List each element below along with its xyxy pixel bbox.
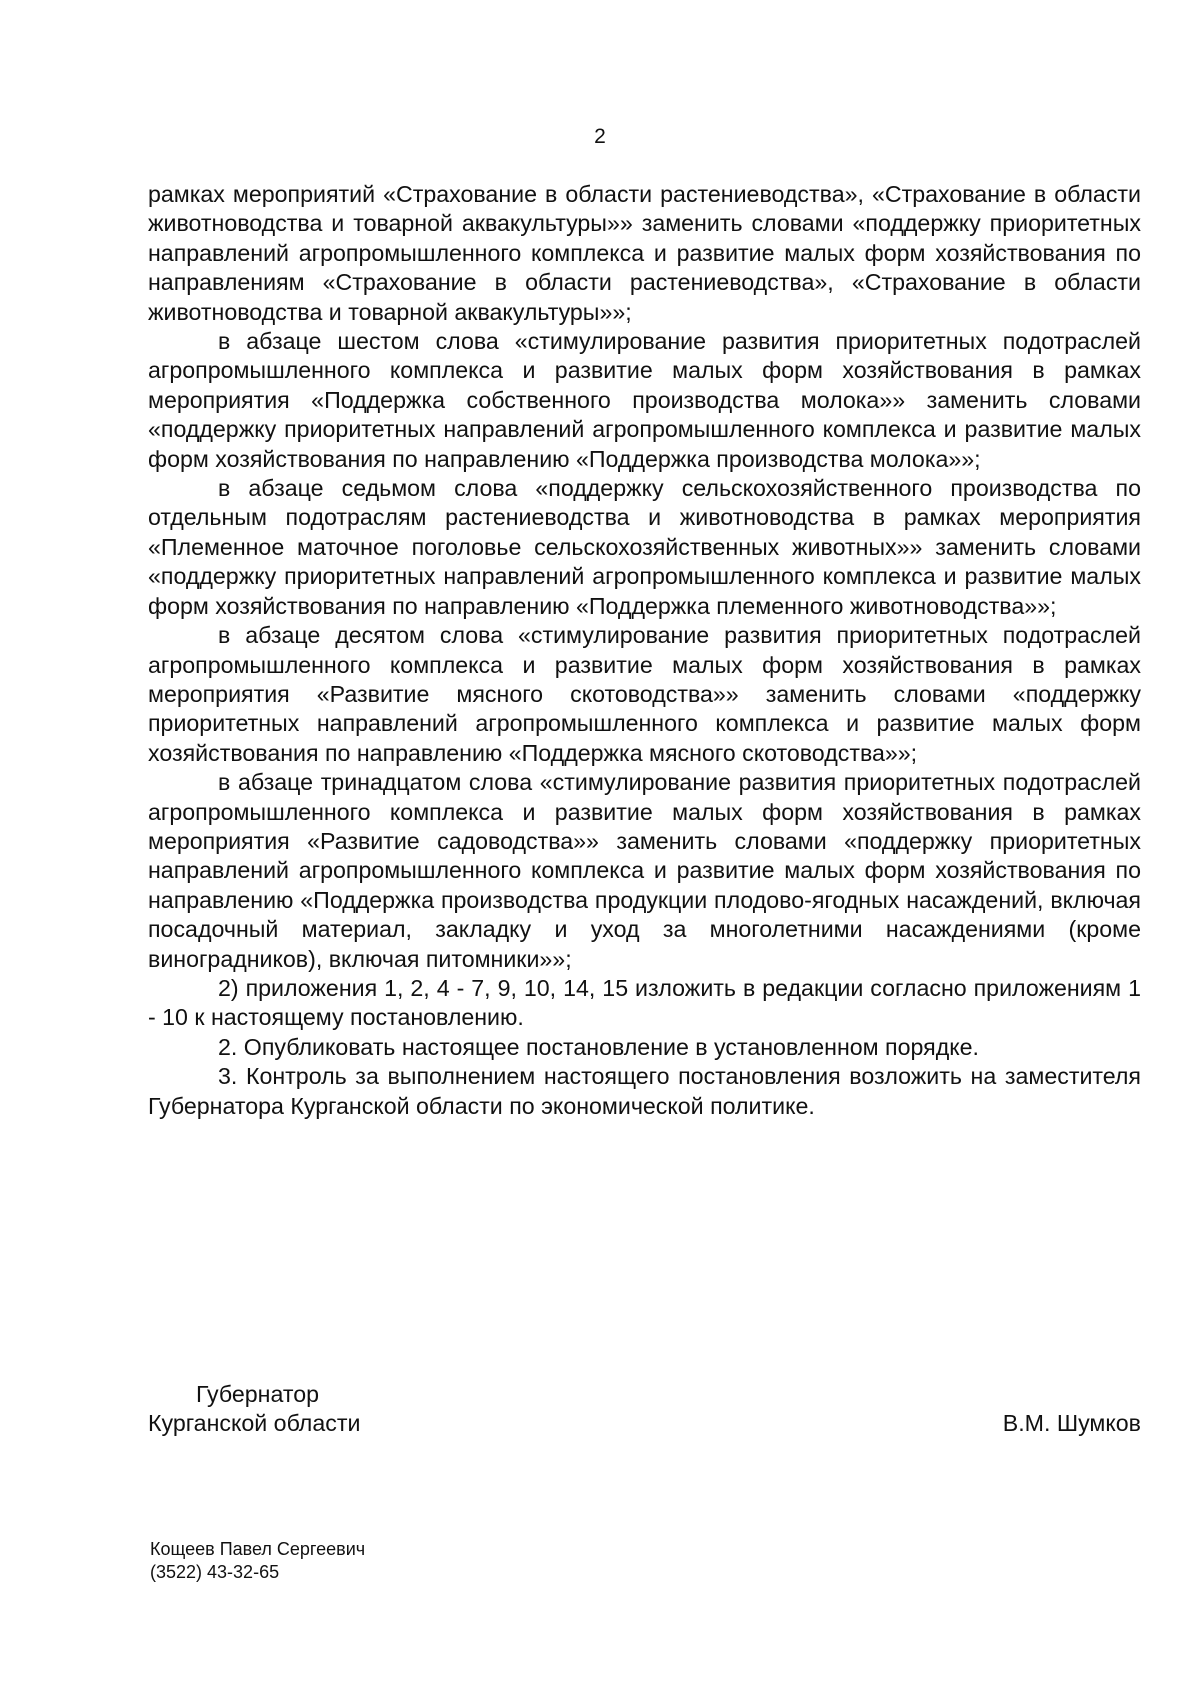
signatory-name: В.М. Шумков (1002, 1410, 1141, 1436)
page-number: 2 (594, 125, 606, 148)
paragraph-control: 3. Контроль за выполнением настоящего постановления возложить на заместителя Губернатора Курганской области по экономической политике. (148, 1063, 1141, 1119)
paragraph-abzac-7: в абзаце седьмом слова «поддержку сельскохозяйственного производства по отдельным подотраслям растениеводства и животноводства в рамках мероприятия «Племенное маточное поголовье сельскохозяйственных животных»» заменить словами «поддержку приоритетных направлений агропромышленного комплекса и развитие малых форм хозяйствования по направлению «Поддержка племенного животноводства»»; (148, 475, 1141, 619)
paragraph-abzac-6: в абзаце шестом слова «стимулирование развития приоритетных подотраслей агропромышленного комплекса и развитие малых форм хозяйствования в рамках мероприятия «Поддержка собственного производства молока»» заменить словами «поддержку приоритетных направлений агропромышленного комплекса и развитие малых форм хозяйствования по направлению «Поддержка производства молока»»; (148, 328, 1141, 472)
signatory-title (148, 1380, 548, 1439)
paragraph-continuation: рамках мероприятий «Страхование в области растениеводства», «Страхование в области животноводства и товарной аквакультуры»» заменить словами «поддержку приоритетных направлений агропромышленного комплекса и развитие малых форм хозяйствования по направлениям «Страхование в области растениеводства», «Страхование в области животноводства и товарной аквакультуры»»; (148, 181, 1141, 325)
executor-info (150, 1538, 365, 1584)
paragraph-publish: 2. Опубликовать настоящее постановление в установленном порядке. (218, 1033, 979, 1060)
paragraph-abzac-13: в абзаце тринадцатом слова «стимулирование развития приоритетных подотраслей агропромышленного комплекса и развитие малых форм хозяйствования в рамках мероприятия «Развитие садоводства»» заменить словами «поддержку приоритетных направлений агропромышленного комплекса и развитие малых форм хозяйствования по направлению «Поддержка производства продукции плодово-ягодных насаждений, включая посадочный материал, закладку и уход за многолетними насаждениями (кроме виноградников), включая питомники»»; (148, 769, 1141, 972)
signatory-title-line1: Губернатор (196, 1381, 320, 1407)
document-body (148, 180, 1141, 1121)
executor-name: Кощеев Павел Сергеевич (150, 1539, 366, 1559)
paragraph-abzac-10: в абзаце десятом слова «стимулирование развития приоритетных подотраслей агропромышленного комплекса и развитие малых форм хозяйствования в рамках мероприятия «Развитие мясного скотоводства»» заменить словами «поддержку приоритетных направлений агропромышленного комплекса и развитие малых форм хозяйствования по направлению «Поддержка мясного скотоводства»»; (148, 622, 1141, 766)
signatory-title-line2: Курганской области (148, 1410, 361, 1437)
executor-phone: (3522) 43-32-65 (150, 1562, 280, 1582)
paragraph-item-2-appendices: 2) приложения 1, 2, 4 - 7, 9, 10, 14, 15 изложить в редакции согласно приложениям 1 - 10 к настоящему постановлению. (148, 974, 1141, 1031)
